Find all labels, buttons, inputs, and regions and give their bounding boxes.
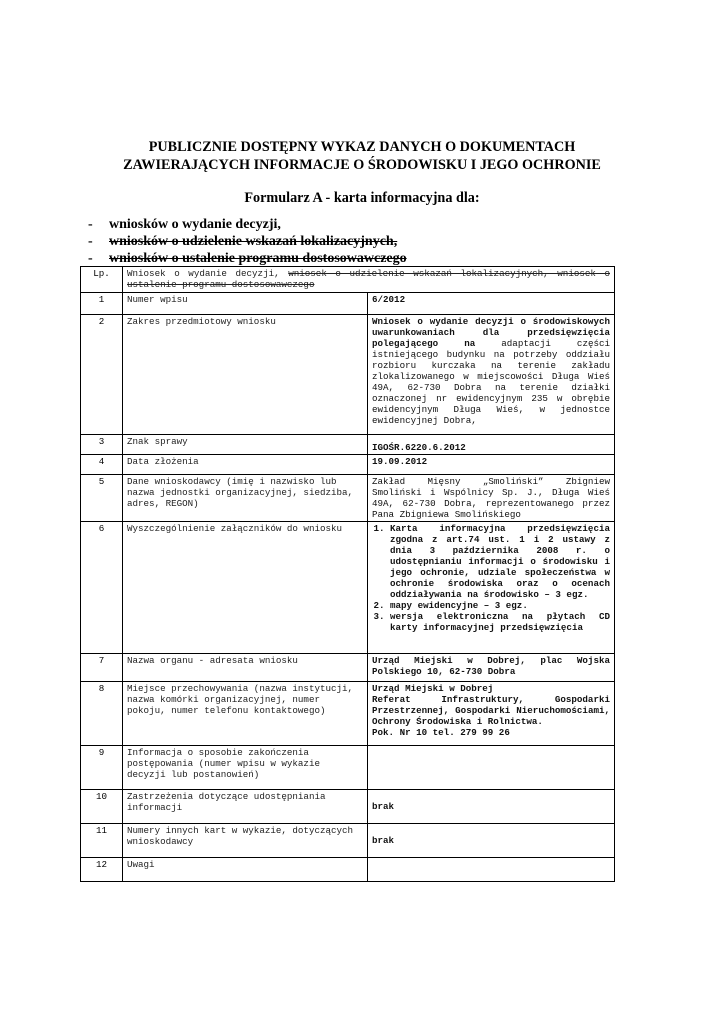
list-item: 3. wersja elektroniczna na płytach CD karty informacyjnej przedsięwzięcia [390,611,610,633]
table-row: 1 Numer wpisu 6/2012 [81,293,615,315]
table-row: 8 Miejsce przechowywania (nazwa instytucji, nazwa komórki organizacyjnej, numer pokoju, numer telefonu kontaktowego) Urząd Miejski w Dobrej Referat Infrastruktury, Gospodarki Przestrzennej, Gospodarki Nieruchomościami, Ochrony Środowiska i Rolnictwa. Pok. Nr 10 tel. 279 99 26 [81,682,615,746]
proceedings-outcome [368,746,615,790]
kind-item: - wniosków o wydanie decyzji, [88,217,281,232]
other-cards: brak [368,824,615,858]
entry-number: 6/2012 [368,293,615,315]
table-row: 11 Numery innych kart w wykazie, dotyczących wnioskodawcy brak [81,824,615,858]
lp-header: Lp. [81,267,123,293]
scope-of-application: Wniosek o wydanie decyzji o środowiskowych uwarunkowaniach dla przedsięwzięcia polegającego na adaptacji części istniejącego budynku na potrzeby oddziału rozbioru kurczaka na terenie zakładu zlokalizowanego w miejscowości Długa Wieś 49A, 62-730 Dobra na terenie działki oznaczonej nr ewidencyjnym 235 w obrębie ewidencyjnym Długa Wieś, w jednostce ewidencyjnej Dobra, [368,315,615,435]
submission-date: 19.09.2012 [368,455,615,475]
application-kinds-list [88,216,407,267]
table-row: 12 Uwagi [81,858,615,882]
attachments-list [368,522,615,654]
case-number: IGOŚR.6220.6.2012 [368,435,615,455]
table-row: 2 Zakres przedmiotowy wniosku Wniosek o wydanie decyzji o środowiskowych uwarunkowaniach dla przedsięwzięcia polegającego na adaptacji części istniejącego budynku na potrzeby oddziału rozbioru kurczaka na terenie zakładu zlokalizowanego w miejscowości Długa Wieś 49A, 62-730 Dobra na terenie działki oznaczonej nr ewidencyjnym 235 w obrębie ewidencyjnym Długa Wieś, w jednostce ewidencyjnej Dobra, [81,315,615,435]
information-card-table [80,266,615,882]
list-item: 2. mapy ewidencyjne – 3 egz. [390,600,610,611]
table-header-row [81,267,615,293]
table-row: 10 Zastrzeżenia dotyczące udostępniania informacji brak [81,790,615,824]
form-subtitle: Formularz A - karta informacyjna dla: [244,190,480,206]
storage-place: Urząd Miejski w Dobrej Referat Infrastruktury, Gospodarki Przestrzennej, Gospodarki Nieruchomościami, Ochrony Środowiska i Rolnictwa. Pok. Nr 10 tel. 279 99 26 [368,682,615,746]
table-row: 9 Informacja o sposobie zakończenia postępowania (numer wpisu w wykazie decyzji lub postanowień) [81,746,615,790]
kind-item-struck: - wniosków o ustalenie programu dostosowawczego [88,251,407,266]
table-row: 4 Data złożenia 19.09.2012 [81,455,615,475]
table-row: 7 Nazwa organu - adresata wniosku Urząd Miejski w Dobrej, plac Wojska Polskiego 10, 62-730 Dobra [81,654,615,682]
list-item: 1. Karta informacyjna przedsięwzięcia zgodna z art.74 ust. 1 i 2 ustawy z dnia 3 października 2008 r. o udostępnianiu informacji o środowisku i jego ochronie, udziale społeczeństwa w ochronie środowiska oraz o ocenach oddziaływania na środowisko – 3 egz. [390,523,610,600]
header-description: Wniosek o wydanie decyzji, wniosek o udzielenie wskazań lokalizacyjnych, wniosek o ustalenie programu dostosowawczego [123,267,615,293]
table-row: 3 Znak sprawy IGOŚR.6220.6.2012 [81,435,615,455]
table-row: 6 Wyszczególnienie załączników do wniosku 1. Karta informacyjna przedsięwzięcia zgodna z art.74 ust. 1 i 2 ustawy z dnia 3 października 2008 r. o udostępnianiu informacji o środowisku i jego ochronie, udziale społeczeństwa w ochronie środowiska oraz o ocenach oddziaływania na środowisko – 3 egz. 2. mapy ewidencyjne – 3 egz. 3. wersja elektroniczna na płytach CD karty informacyjnej przedsięwzięcia [81,522,615,654]
authority-name: Urząd Miejski w Dobrej, plac Wojska Polskiego 10, 62-730 Dobra [368,654,615,682]
access-restrictions: brak [368,790,615,824]
remarks [368,858,615,882]
title-line-1: PUBLICZNIE DOSTĘPNY WYKAZ DANYCH O DOKUMENTACH [148,139,576,155]
applicant-data: Zakład Mięsny „Smoliński” Zbigniew Smoliński i Wspólnicy Sp. J., Długa Wieś 49A, 62-730 Dobra, reprezentowanego przez Pana Zbigniewa Smolińskiego [368,475,615,522]
kind-item-struck: - wniosków o udzielenie wskazań lokalizacyjnych, [88,234,398,249]
title-line-2: ZAWIERAJĄCYCH INFORMACJE O ŚRODOWISKU I JEGO OCHRONIE [123,157,601,173]
document-title [90,138,634,174]
table-row: 5 Dane wnioskodawcy (imię i nazwisko lub nazwa jednostki organizacyjnej, siedziba, adres, REGON) Zakład Mięsny „Smoliński” Zbigniew Smoliński i Wspólnicy Sp. J., Długa Wieś 49A, 62-730 Dobra, reprezentowanego przez Pana Zbigniewa Smolińskiego [81,475,615,522]
